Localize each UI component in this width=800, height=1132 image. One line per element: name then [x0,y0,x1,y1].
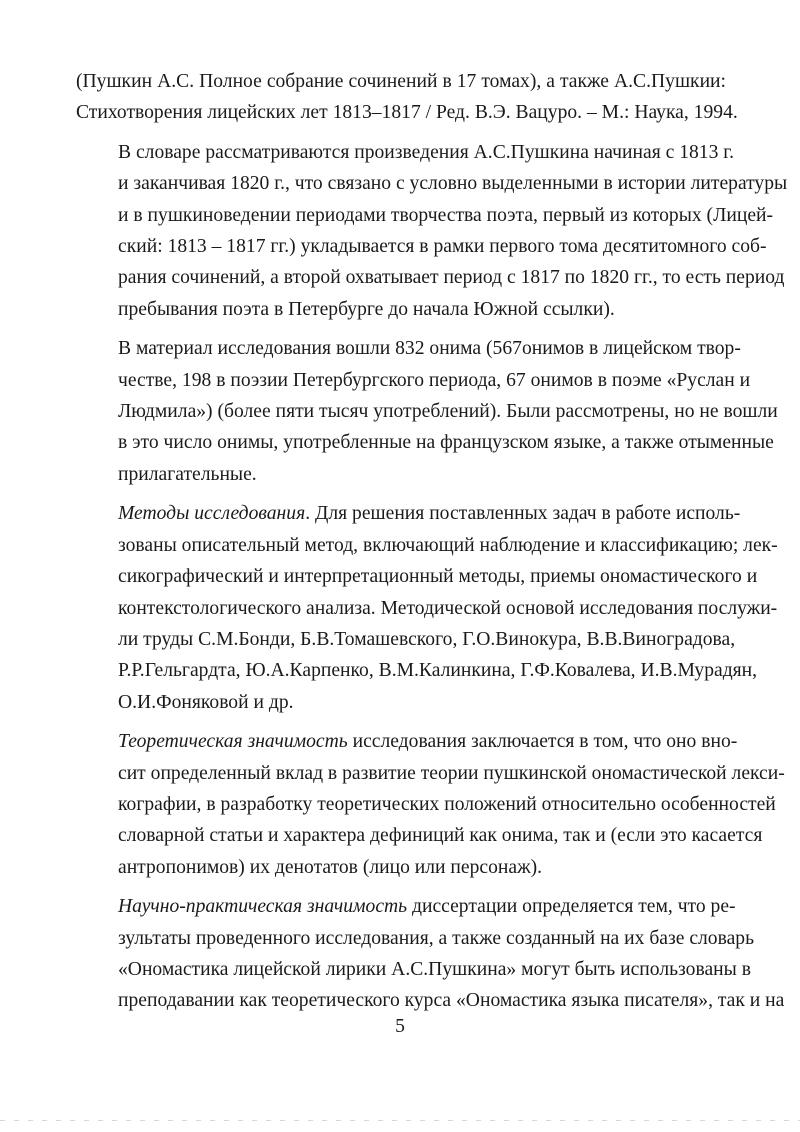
text-line: (Пушкин А.С. Полное собрание сочинений в 17 томах), а также А.С.Пушкии: [76,71,726,92]
paragraph-p5 [76,726,785,883]
page-number: 5 [395,1016,405,1037]
italic-lead: Теоретическая значимость [118,731,348,753]
line-text: диссертации определяется тем, что ре- [407,896,736,918]
paragraph-p1 [76,66,738,129]
text-line: ский: 1813 – 1817 гг.) укладывается в рамки первого тома десятитомного соб- [118,236,767,258]
text-line: в это число онимы, употребленные на французском языке, а также отыменные [118,432,774,454]
italic-lead: Научно-практическая значимость [118,896,408,918]
document-page [76,66,788,1017]
text-line: честве, 198 в поэзии Петербургского периода, 67 онимов в поэме «Руслан и [118,369,751,391]
paragraph-p6 [76,891,785,1017]
text-line [76,891,736,922]
paragraph-p3 [76,333,778,490]
text-line: ли труды С.М.Бонди, Б.В.Томашевского, Г.О.Винокура, В.В.Виноградова, [118,628,736,650]
text-line: «Ономастика лицейской лирики А.С.Пушкина» могут быть использованы в [118,958,751,980]
text-line: и заканчивая 1820 г., что связано с условно выделенными в истории литературы [118,173,788,195]
text-line: В словаре рассматриваются произведения А.С.Пушкина начиная с 1813 г. [118,141,735,163]
text-line: сит определенный вклад в развитие теории пушкинской ономастической лекси- [118,762,785,784]
text-line: зованы описательный метод, включающий наблюдение и классификацию; лек- [118,534,778,556]
text-line: Р.Р.Гельгардта, Ю.А.Карпенко, В.М.Калинкина, Г.Ф.Ковалева, И.В.Мурадян, [118,660,758,682]
text-line: Стихотворения лицейских лет 1813–1817 / Ред. В.Э. Вацуро. – М.: Наука, 1994. [76,102,738,124]
line-text: . Для решения поставленных задач в работе исполь- [305,503,741,525]
text-line [76,498,741,529]
text-line: и в пушкиноведении периодами творчества поэта, первый из которых (Лицей- [118,204,774,226]
text-line: зультаты проведенного исследования, а также созданный на их базе словарь [118,927,755,949]
text-line: рания сочинений, а второй охватывает период с 1817 по 1820 гг., то есть период [118,267,785,289]
text-line: антропонимов) их денотатов (лицо или персонаж). [118,856,543,878]
text-line: Людмила») (более пяти тысяч употреблений). Были рассмотрены, но не вошли [118,401,778,423]
text-line: О.И.Фоняковой и др. [118,691,294,713]
text-line: кографии, в разработку теоретических положений относительно особенностей [118,793,776,815]
text-line: прилагательные. [118,463,257,485]
scan-edge-artifact [0,1120,800,1121]
line-text: исследования заключается в том, что оно вно- [347,731,738,753]
text-line: словарной статьи и характера дефиниций как онима, так и (если это касается [118,825,763,847]
paragraph-p2 [76,137,788,325]
italic-lead: Методы исследования [118,503,306,525]
text-line [76,726,738,757]
text-line: сикографический и интерпретационный методы, приемы ономастического и [118,566,758,588]
text-line: пребывания поэта в Петербурге до начала Южной ссылки). [118,298,615,320]
text-line: контекстологического анализа. Методической основой исследования послужи- [118,597,778,619]
text-line: В материал исследования вошли 832 онима (567онимов в лицейском твор- [118,338,741,360]
text-line: преподавании как теоретического курса «Ономастика языка писателя», так и на [118,990,785,1012]
paragraph-p4 [76,498,778,718]
